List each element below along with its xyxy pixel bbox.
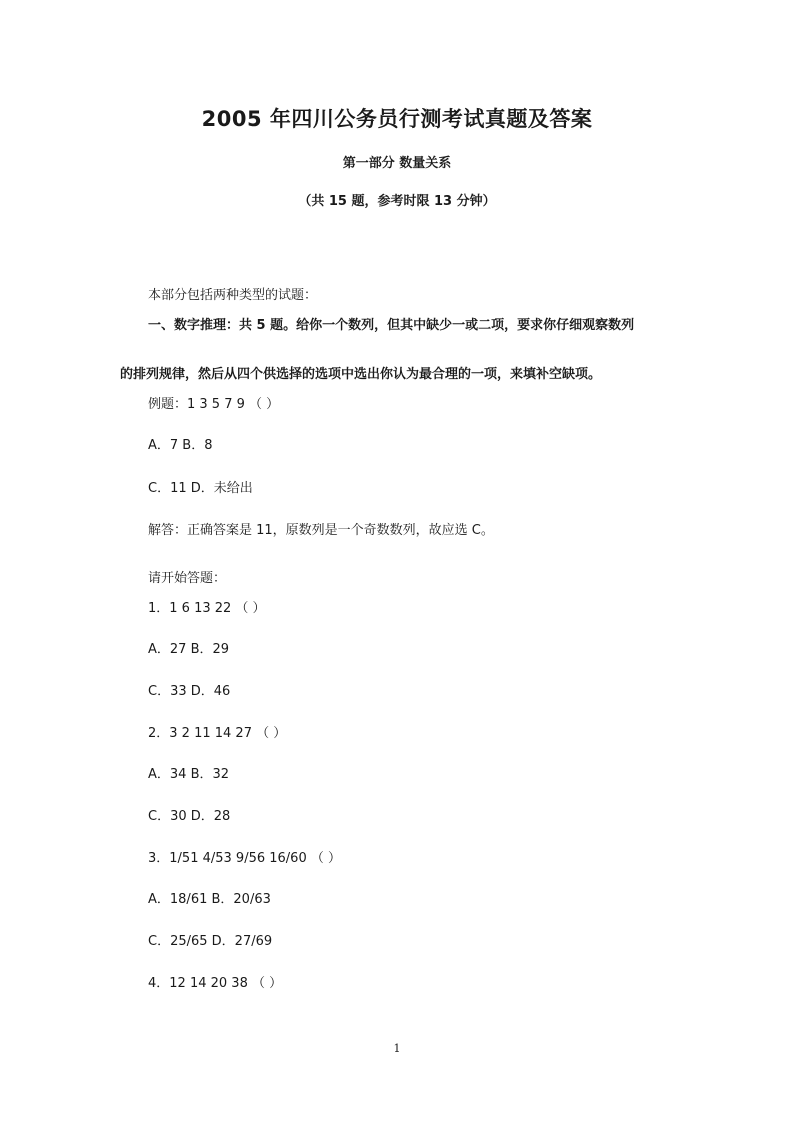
section1-description-line2: 的排列规律，然后从四个供选择的选项中选出你认为最合理的一项，来填补空缺项。 [120, 367, 602, 382]
question-2-options-ab: A．34 B．32 [148, 767, 230, 782]
intro-text: 本部分包括两种类型的试题： [148, 288, 318, 303]
example-question: 例题：1 3 5 7 9 （ ） [148, 397, 280, 412]
page-number: 1 [393, 1042, 401, 1055]
example-options-ab: A．7 B．8 [148, 438, 213, 453]
start-prompt: 请开始答题： [148, 571, 227, 586]
question-1-stem: 1．1 6 13 22 （ ） [148, 601, 266, 616]
section1-description-line1: 一、数字推理：共 5 题。给你一个数列，但其中缺少一或二项，要求你仔细观察数列 [148, 318, 635, 333]
document-title: 2005 年四川公务员行测考试真题及答案 [201, 107, 593, 131]
question-3-options-ab: A．18/61 B．20/63 [148, 892, 271, 907]
question-1-options-cd: C．33 D．46 [148, 684, 231, 699]
question-3-options-cd: C．25/65 D．27/69 [148, 934, 273, 949]
question-3-stem: 3．1/51 4/53 9/56 16/60 （ ） [148, 851, 341, 866]
part-heading: 第一部分 数量关系 [342, 156, 452, 171]
question-2-stem: 2．3 2 11 14 27 （ ） [148, 726, 287, 741]
example-options-cd: C．11 D．未给出 [148, 481, 253, 496]
question-2-options-cd: C．30 D．28 [148, 809, 231, 824]
part-info: （共 15 题，参考时限 13 分钟） [298, 194, 496, 209]
question-1-options-ab: A．27 B．29 [148, 642, 230, 657]
example-answer: 解答：正确答案是 11，原数列是一个奇数数列，故应选 C。 [148, 523, 494, 538]
question-4-stem: 4．12 14 20 38 （ ） [148, 976, 283, 991]
